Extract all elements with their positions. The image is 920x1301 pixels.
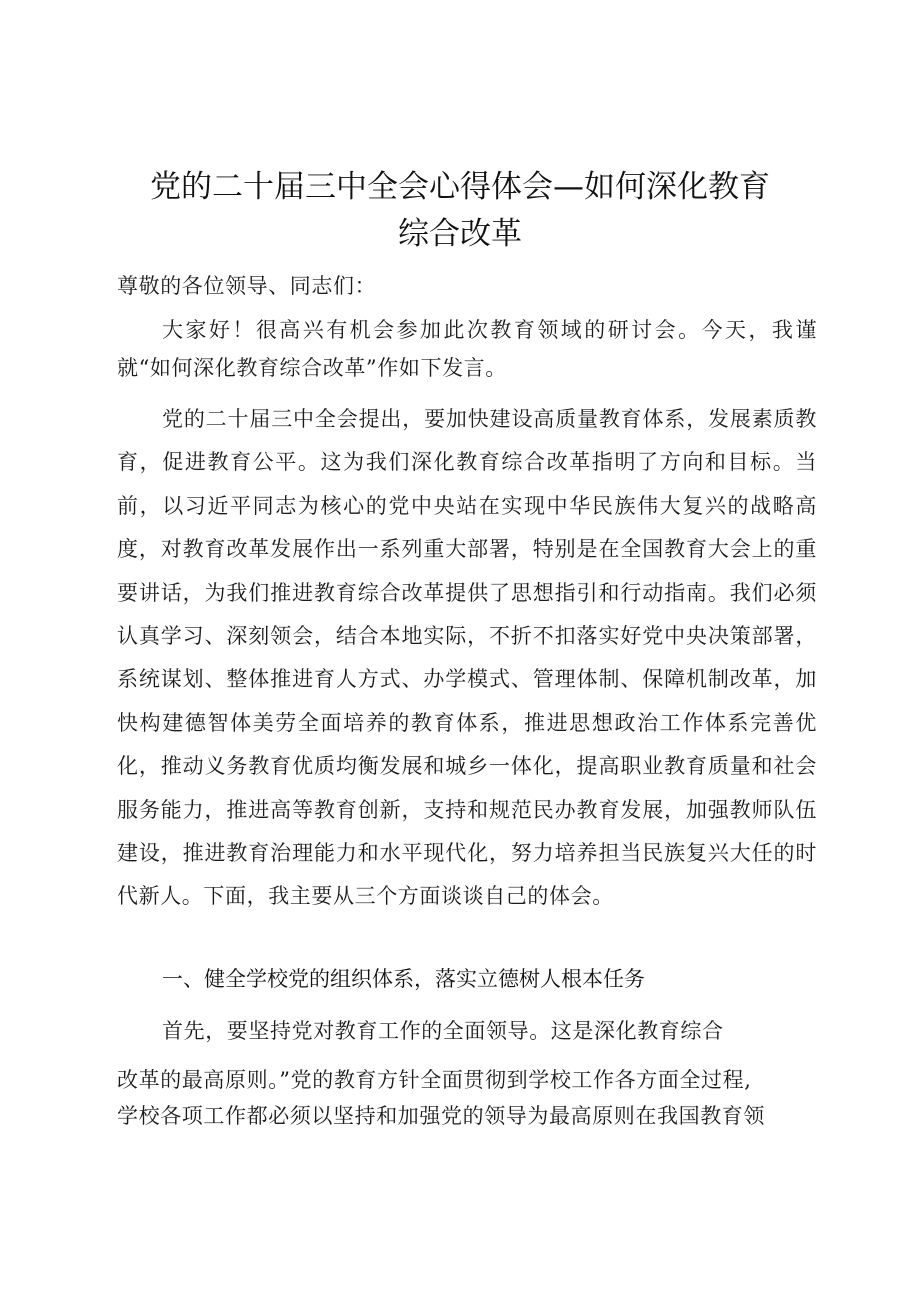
- salutation: 尊敬的各位领导、同志们：: [117, 274, 377, 298]
- section-1-text-line-2: 改革的最高原则。”党的教育方针全面贯彻到学校工作各方面全过程,: [117, 1068, 752, 1092]
- main-paragraph: 党的二十届三中全会提出，要加快建设高质量教育体系，发展素质教育，促进教育公平。这为我们深化教育综合改革指明了方向和目标。当前，以习近平同志为核心的党中央站在实现中华民族伟大复兴的战略高度，对教育改革发展作出一系列重大部署，特别是在全国教育大会上的重要讲话，为我们推进教育综合改革提供了思想指引和行动指南。我们必须认真学习、深刻领会，结合本地实际，不折不扣落实好党中央决策部署，系统谋划、整体推进育人方式、办学模式、管理体制、保障机制改革，加快构建德智体美劳全面培养的教育体系，推进思想政治工作体系完善优化，推动义务教育优质均衡发展和城乡一体化，提高职业教育质量和社会服务能力，推进高等教育创新，支持和规范民办教育发展，加强教师队伍建设，推进教育治理能力和水平现代化，努力培养担当民族复兴大任的时代新人。下面，我主要从三个方面谈谈自己的体会。: [117, 407, 817, 909]
- section-1-text-line-1: 首先，要坚持党对教育工作的全面领导。这是深化教育综合: [162, 1019, 724, 1043]
- document-title-line-1: 党的二十届三中全会心得体会—如何深化教育: [150, 169, 770, 205]
- document-title-line-2: 综合改革: [398, 216, 522, 252]
- section-1-text-line-3: 学校各项工作都必须以坚持和加强党的领导为最高原则在我国教育领: [117, 1104, 765, 1128]
- section-1-heading: 一、健全学校党的组织体系，落实立德树人根本任务: [162, 967, 645, 991]
- greeting-paragraph: 大家好！很高兴有机会参加此次教育领域的研讨会。今天，我谨就“如何深化教育综合改革”作如下发言。: [117, 318, 817, 380]
